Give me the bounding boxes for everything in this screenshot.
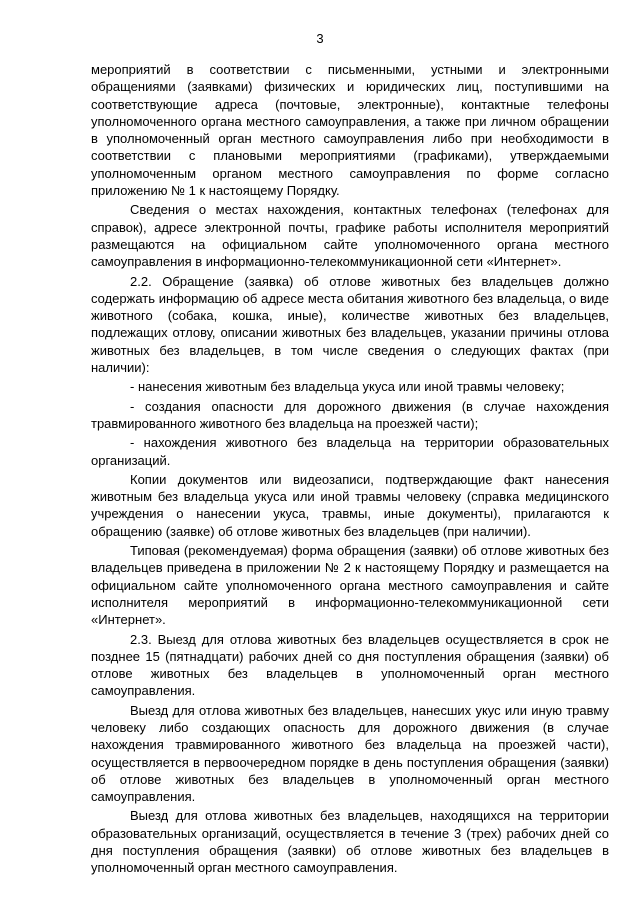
paragraph-2-3-departure-term: 2.3. Выезд для отлова животных без владельцев осуществляется в срок не позднее 15 (пятнадцати) рабочих дней со дня поступления обращения (заявки) об отлове животных без владельцев в уполномоченный орган местного самоуправления. xyxy=(91,631,609,699)
paragraph-document-copies: Копии документов или видеозаписи, подтверждающие факт нанесения животным без владельца укуса или иной травмы человеку (справка медицинского учреждения о нанесении укуса, травмы, иные документы), прилагаются к обращению (заявке) об отлове животных без владельцев (при наличии). xyxy=(91,471,609,539)
paragraph-educational-departure: Выезд для отлова животных без владельцев, находящихся на территории образовательных организаций, осуществляется в течение 3 (трех) рабочих дней со дня поступления обращения (заявки) об отлове животных без владельцев в уполномоченный орган местного самоуправления. xyxy=(91,808,609,876)
paragraph-contacts-info: Сведения о местах нахождения, контактных телефонах (телефонах для справок), адресе электронной почты, графике работы исполнителя мероприятий размещаются на официальном сайте уполномоченного органа местного самоуправления в информационно-телекоммуникационной сети «Интернет». xyxy=(91,202,609,270)
paragraph-priority-departure: Выезд для отлова животных без владельцев, нанесших укус или иную травму человеку либо создающих опасность для дорожного движения (в случае нахождения травмированного животного без владельца на проезжей части), осуществляется в первоочередном порядке в день поступления обращения (заявки) об отлове животных без владельцев в уполномоченный орган местного самоуправления. xyxy=(91,702,609,805)
paragraph-request-form: Типовая (рекомендуемая) форма обращения (заявки) об отлове животных без владельцев приведена в приложении № 2 к настоящему Порядку и размещается на официальном сайте уполномоченного органа местного самоуправления и сайте исполнителя мероприятий в информационно-телекоммуникационной сети «Интернет». xyxy=(91,543,609,628)
list-item-road-danger: - создания опасности для дорожного движения (в случае нахождения травмированного животного без владельца на проезжей части); xyxy=(91,398,609,431)
list-item-bite: - нанесения животным без владельца укуса или иной травмы человеку; xyxy=(130,379,565,395)
page-number: 3 xyxy=(316,31,324,46)
paragraph-continuation: мероприятий в соответствии с письменными, устными и электронными обращениями (заявками) физических и юридических лиц, поступившими на соответствующие адреса (почтовые, электронные), контактные телефоны уполномоченного органа местного самоуправления, а также при личном обращении в уполномоченный орган местного самоуправления либо при необходимости в соответствии с плановыми мероприятиями (графиками), утверждаемыми уполномоченным органом местного самоуправления по форме согласно приложению № 1 к настоящему Порядку. xyxy=(91,62,609,199)
list-item-educational-territory: - нахождения животного без владельца на территории образовательных организаций. xyxy=(91,435,609,468)
paragraph-2-2-request-content: 2.2. Обращение (заявка) об отлове животных без владельцев должно содержать информацию об адресе места обитания животного без владельца, о виде животного (собака, кошка, иные), количестве животных без владельцев, подлежащих отлову, описании животных без владельцев, указании причины отлова животных без владельцев, в том числе сведения о следующих фактах (при наличии): xyxy=(91,273,609,376)
document-body xyxy=(91,61,609,877)
